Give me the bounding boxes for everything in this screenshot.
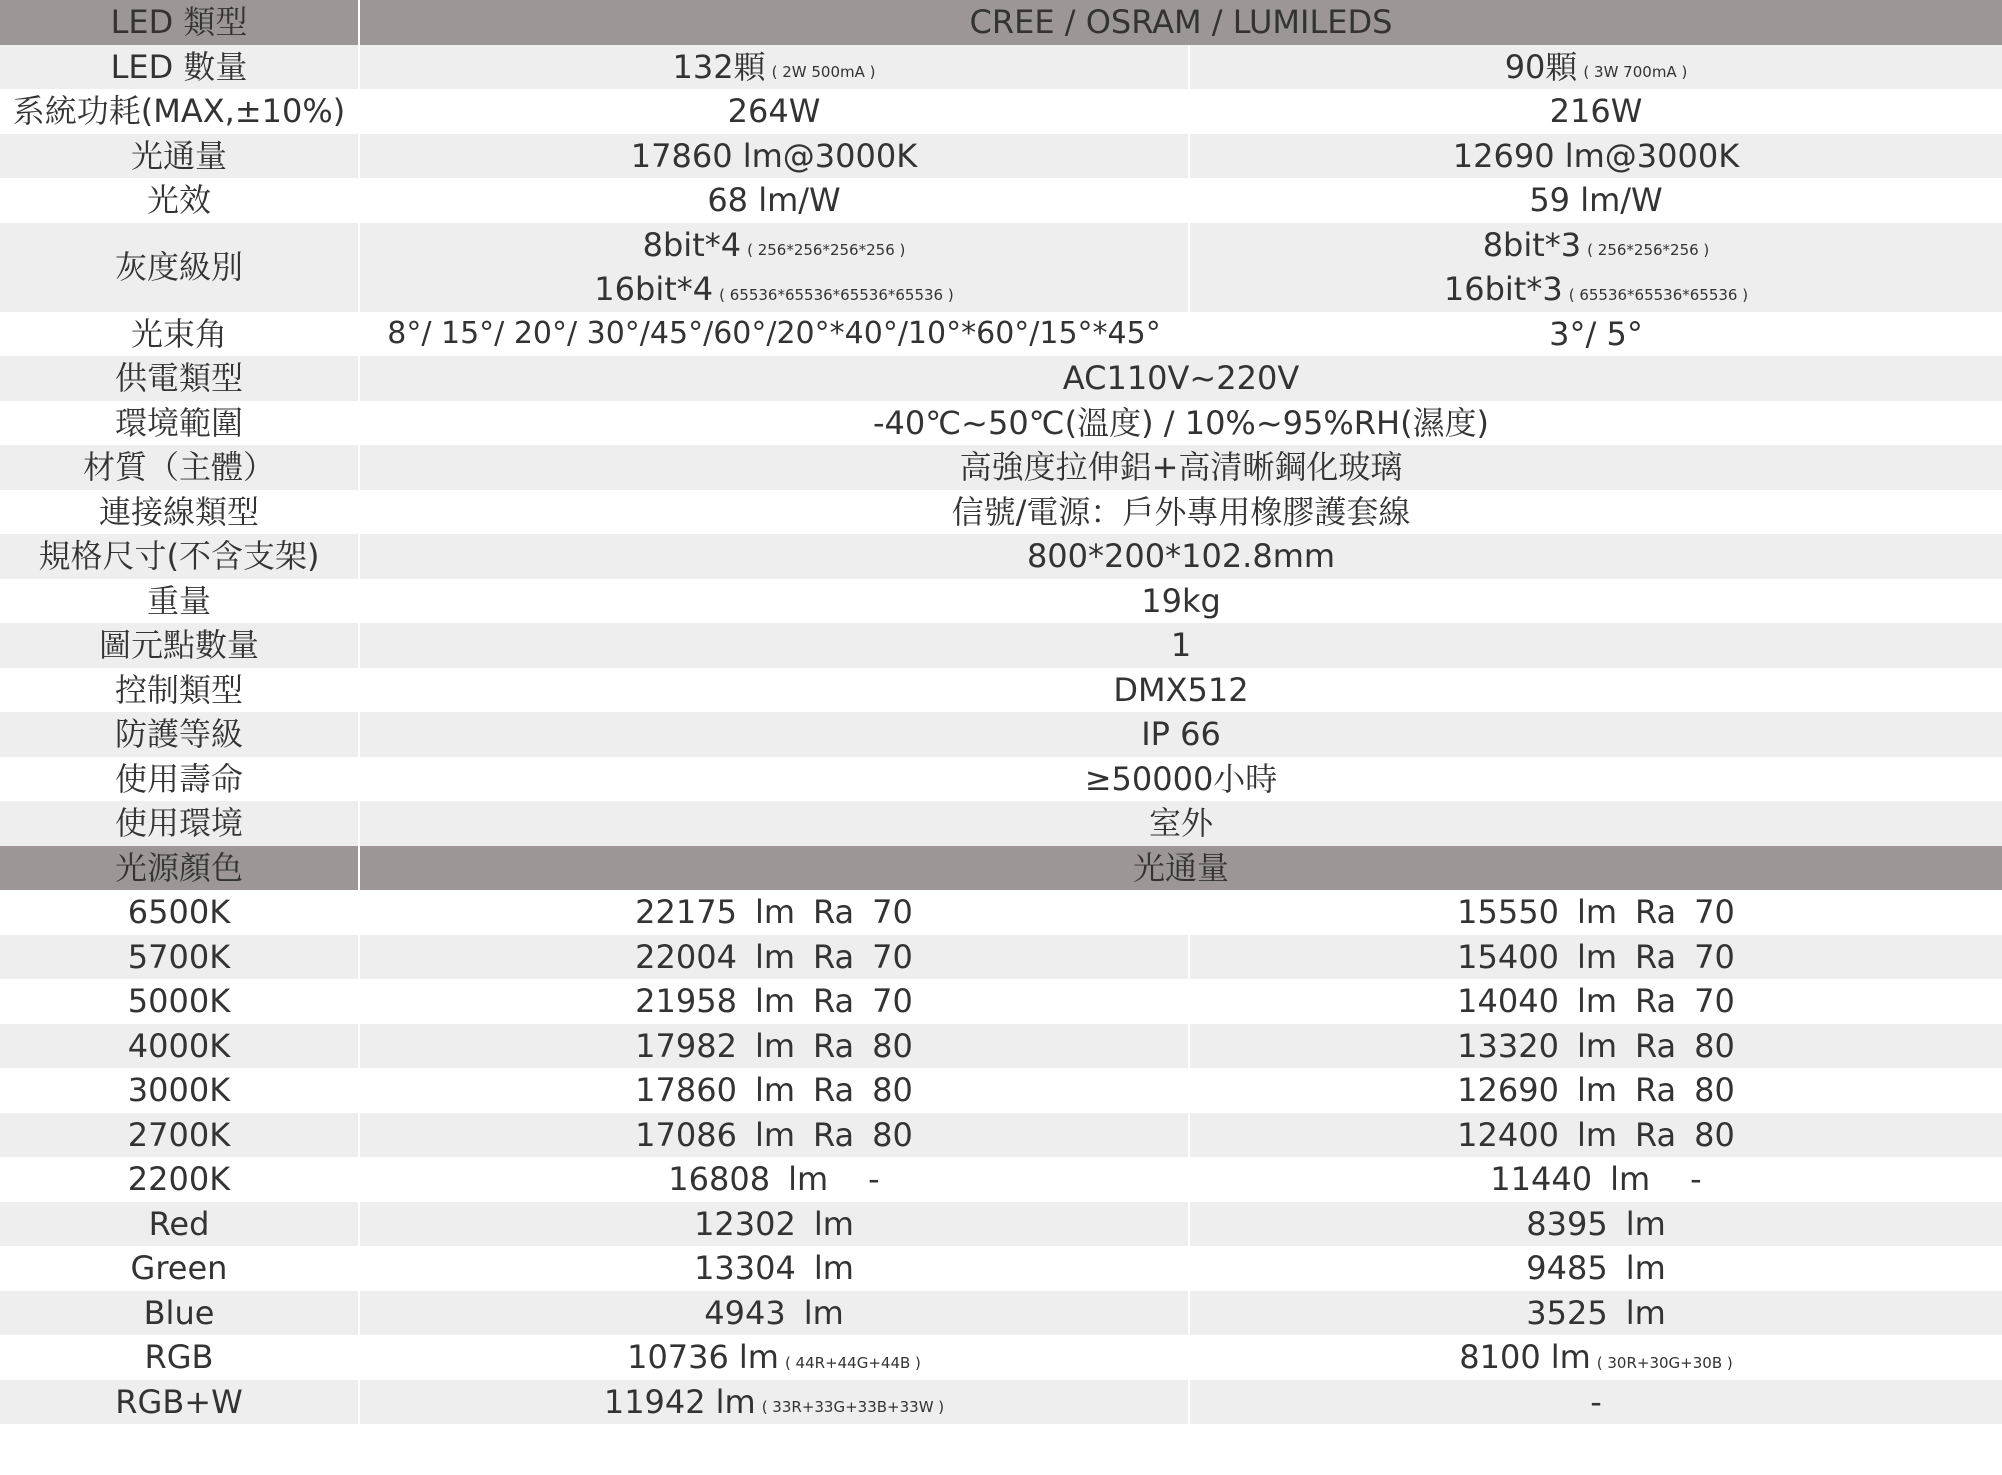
flux-unit: lm [813, 1249, 854, 1288]
flux-unit: lm [1610, 1160, 1651, 1199]
flux-number: 10736 [627, 1338, 729, 1377]
color-name: Red [0, 1202, 358, 1247]
flux-col1 [360, 1291, 1188, 1336]
flux-value [627, 1338, 921, 1377]
row-label: 光效 [0, 178, 358, 223]
flux-number: 12400 [1457, 1115, 1559, 1154]
flux-value [1457, 1071, 1735, 1110]
value-main: 132顆 [672, 47, 766, 86]
flux-number: 9485 [1526, 1249, 1608, 1288]
color-header-row [0, 846, 2002, 891]
flux-value [635, 893, 913, 932]
ra-value: 80 [872, 1115, 913, 1154]
flux-unit: lm [788, 1160, 829, 1199]
value-span: -40℃~50℃(溫度) / 10%~95%RH(濕度) [360, 401, 2002, 446]
ra-label: Ra [813, 982, 855, 1021]
color-row [0, 1246, 2002, 1291]
value-col2 [1190, 223, 2002, 312]
flux-col1 [360, 1246, 1188, 1291]
value-col2 [1190, 45, 2002, 90]
value-span: 信號/電源：戶外專用橡膠護套線 [360, 490, 2002, 535]
flux-number: 8395 [1526, 1204, 1608, 1243]
flux-unit: lm [1550, 1338, 1591, 1377]
flux-col2 [1190, 1157, 2002, 1202]
ra-value: 70 [872, 982, 913, 1021]
color-row [0, 1335, 2002, 1380]
flux-value [635, 982, 913, 1021]
flux-unit: lm [1576, 1026, 1617, 1065]
row-label: 控制類型 [0, 668, 358, 713]
row-label: 光束角 [0, 312, 358, 357]
flux-unit: lm [754, 937, 795, 976]
flux-unit: lm [1576, 982, 1617, 1021]
ra-label: Ra [1635, 893, 1677, 932]
flux-unit: lm [1625, 1293, 1666, 1332]
flux-value [1526, 1249, 1666, 1288]
flux-note: ( 44R+44G+44B ) [784, 1353, 921, 1372]
color-header-label: 光源顏色 [0, 846, 358, 891]
color-name: 5700K [0, 935, 358, 980]
ra-value: 80 [1694, 1026, 1735, 1065]
value-note: ( 256*256*256 ) [1587, 241, 1710, 260]
color-row [0, 1380, 2002, 1425]
flux-unit: lm [1576, 893, 1617, 932]
flux-value [1526, 1204, 1666, 1243]
value-col1: 17860 lm@3000K [360, 134, 1188, 179]
value-span: 室外 [360, 801, 2002, 846]
flux-unit: lm [738, 1338, 779, 1377]
ra-value: 70 [1694, 982, 1735, 1021]
flux-number: 22004 [635, 937, 737, 976]
row-label: 使用環境 [0, 801, 358, 846]
value-span: 19kg [360, 579, 2002, 624]
value-col1: 264W [360, 89, 1188, 134]
color-rows [0, 890, 2002, 1424]
row-label: 灰度級別 [0, 223, 358, 312]
color-name: 2700K [0, 1113, 358, 1158]
flux-unit: lm [754, 1115, 795, 1154]
row-label: 環境範圍 [0, 401, 358, 446]
flux-number: 8100 [1459, 1338, 1541, 1377]
table-row [0, 623, 2002, 668]
ra-value: 70 [872, 937, 913, 976]
row-label: 連接線類型 [0, 490, 358, 535]
value-note: ( 65536*65536*65536*65536 ) [719, 285, 954, 304]
table-row [0, 45, 2002, 90]
flux-col1 [360, 1024, 1188, 1069]
flux-number: 13304 [694, 1249, 796, 1288]
ra-label: Ra [1635, 1026, 1677, 1065]
row-label: 防護等級 [0, 712, 358, 757]
table-row [0, 134, 2002, 179]
ra-value: 80 [1694, 1071, 1735, 1110]
ra-label: Ra [1635, 1115, 1677, 1154]
value-main: 8bit*4 [642, 225, 742, 264]
color-row [0, 979, 2002, 1024]
flux-number: 4943 [704, 1293, 786, 1332]
value-line [1190, 223, 2002, 268]
flux-number: 12690 [1457, 1071, 1559, 1110]
table-row [0, 223, 2002, 312]
value-main: 16bit*4 [594, 270, 714, 309]
value-line [360, 223, 1188, 268]
flux-number: 11440 [1490, 1160, 1593, 1199]
ra-label: Ra [1635, 982, 1677, 1021]
flux-col1 [360, 1068, 1188, 1113]
ra-value: 80 [1694, 1115, 1735, 1154]
table-header-row [0, 0, 2002, 45]
flux-number: 16808 [668, 1160, 771, 1199]
flux-col2 [1190, 1113, 2002, 1158]
header-label: LED 類型 [0, 0, 358, 45]
value-span: ≥50000小時 [360, 757, 2002, 802]
value-span: IP 66 [360, 712, 2002, 757]
flux-number: 11942 [603, 1382, 706, 1421]
value-span: 1 [360, 623, 2002, 668]
flux-number: 17860 [635, 1071, 737, 1110]
color-name: 4000K [0, 1024, 358, 1069]
value-col2: 12690 lm@3000K [1190, 134, 2002, 179]
flux-col1 [360, 1157, 1188, 1202]
table-row [0, 401, 2002, 446]
flux-col2 [1190, 1246, 2002, 1291]
flux-number: 15550 [1457, 893, 1559, 932]
flux-col1 [360, 935, 1188, 980]
table-row [0, 445, 2002, 490]
flux-number: 3525 [1526, 1293, 1608, 1332]
flux-col1 [360, 979, 1188, 1024]
flux-value [1526, 1293, 1666, 1332]
flux-unit: lm [1576, 937, 1617, 976]
color-row [0, 935, 2002, 980]
value-col1 [360, 223, 1188, 312]
flux-value [694, 1204, 854, 1243]
flux-unit: lm [754, 1071, 795, 1110]
color-name: RGB [0, 1335, 358, 1380]
value-col2: 59 lm/W [1190, 178, 2002, 223]
flux-col2 [1190, 1068, 2002, 1113]
header-value: CREE / OSRAM / LUMILEDS [360, 0, 2002, 45]
row-label: LED 數量 [0, 45, 358, 90]
ra-label: Ra [813, 1026, 855, 1065]
value-note: ( 65536*65536*65536 ) [1568, 285, 1749, 304]
ra-label: Ra [813, 937, 855, 976]
color-row [0, 1291, 2002, 1336]
row-label: 使用壽命 [0, 757, 358, 802]
flux-number: 22175 [635, 893, 737, 932]
ra-value: 80 [872, 1026, 913, 1065]
value-note: ( 3W 700mA ) [1583, 63, 1688, 82]
flux-value [1457, 893, 1735, 932]
flux-unit: lm [1625, 1204, 1666, 1243]
color-row [0, 1113, 2002, 1158]
flux-number: 13320 [1457, 1026, 1559, 1065]
flux-value [635, 1071, 913, 1110]
color-name: 3000K [0, 1068, 358, 1113]
table-row [0, 178, 2002, 223]
flux-unit: lm [754, 893, 795, 932]
row-label: 重量 [0, 579, 358, 624]
color-name: 6500K [0, 890, 358, 935]
table-row [0, 312, 2002, 357]
flux-number: - [1590, 1382, 1602, 1421]
table-row [0, 712, 2002, 757]
flux-unit: lm [813, 1204, 854, 1243]
flux-value [1457, 937, 1735, 976]
flux-value [668, 1160, 880, 1199]
flux-value [1457, 1026, 1735, 1065]
ra-label: Ra [813, 1115, 855, 1154]
flux-note: ( 33R+33G+33B+33W ) [761, 1398, 945, 1417]
ra-value: 70 [872, 893, 913, 932]
color-row [0, 1202, 2002, 1247]
value-span: 高強度拉伸鋁+高清晰鋼化玻璃 [360, 445, 2002, 490]
flux-number: 17086 [635, 1115, 737, 1154]
flux-number: 17982 [635, 1026, 737, 1065]
row-label: 規格尺寸(不含支架) [0, 534, 358, 579]
color-name: RGB+W [0, 1380, 358, 1425]
flux-col2 [1190, 1380, 2002, 1425]
value-col1: 8°/ 15°/ 20°/ 30°/45°/60°/20°*40°/10°*60°/15°*45° [360, 312, 1188, 357]
flux-col2 [1190, 1202, 2002, 1247]
ra-value: 70 [1694, 893, 1735, 932]
flux-col2 [1190, 1291, 2002, 1336]
value-main: 8bit*3 [1482, 225, 1582, 264]
flux-value [694, 1249, 854, 1288]
color-row [0, 1157, 2002, 1202]
ra-label: Ra [1635, 937, 1677, 976]
flux-col2 [1190, 1335, 2002, 1380]
row-label: 光通量 [0, 134, 358, 179]
table-row [0, 801, 2002, 846]
table-row [0, 534, 2002, 579]
ra-value: 80 [872, 1071, 913, 1110]
flux-value [635, 937, 913, 976]
flux-col2 [1190, 935, 2002, 980]
value-line [1190, 267, 2002, 312]
value-span: AC110V~220V [360, 356, 2002, 401]
value-note: ( 2W 500mA ) [771, 63, 876, 82]
value-span: DMX512 [360, 668, 2002, 713]
color-name: 5000K [0, 979, 358, 1024]
table-row [0, 356, 2002, 401]
color-row [0, 1024, 2002, 1069]
flux-note: ( 30R+30G+30B ) [1596, 1353, 1733, 1372]
row-label: 系統功耗(MAX,±10%) [0, 89, 358, 134]
flux-col2 [1190, 979, 2002, 1024]
row-label: 供電類型 [0, 356, 358, 401]
ra-label: Ra [813, 1071, 855, 1110]
flux-value [1590, 1382, 1602, 1421]
color-row [0, 1068, 2002, 1113]
table-row [0, 490, 2002, 535]
color-row [0, 890, 2002, 935]
flux-unit: lm [754, 1026, 795, 1065]
ra-label: Ra [1635, 1071, 1677, 1110]
flux-col2 [1190, 890, 2002, 935]
flux-col1 [360, 1335, 1188, 1380]
flux-value [704, 1293, 844, 1332]
flux-unit: lm [754, 982, 795, 1021]
color-name: 2200K [0, 1157, 358, 1202]
value-main: 90顆 [1504, 47, 1578, 86]
flux-value [635, 1115, 913, 1154]
value-col1 [360, 45, 1188, 90]
flux-unit: lm [1576, 1115, 1617, 1154]
flux-col2 [1190, 1024, 2002, 1069]
color-header-value: 光通量 [360, 846, 2002, 891]
value-col2: 216W [1190, 89, 2002, 134]
table-row [0, 668, 2002, 713]
flux-value [635, 1026, 913, 1065]
table-row [0, 89, 2002, 134]
row-label: 材質（主體） [0, 445, 358, 490]
ra-label: Ra [813, 893, 855, 932]
flux-col1 [360, 890, 1188, 935]
flux-col1 [360, 1113, 1188, 1158]
flux-unit: lm [715, 1382, 756, 1421]
color-name: Blue [0, 1291, 358, 1336]
flux-col1 [360, 1202, 1188, 1247]
ra-value: - [1690, 1160, 1702, 1199]
flux-col1 [360, 1380, 1188, 1425]
table-row [0, 579, 2002, 624]
row-label: 圖元點數量 [0, 623, 358, 668]
ra-value: 70 [1694, 937, 1735, 976]
flux-value [1490, 1160, 1702, 1199]
flux-value [1457, 982, 1735, 1021]
value-col2: 3°/ 5° [1190, 312, 2002, 357]
flux-value [1457, 1115, 1735, 1154]
flux-unit: lm [803, 1293, 844, 1332]
flux-value [603, 1382, 945, 1421]
flux-value [1459, 1338, 1733, 1377]
flux-number: 14040 [1457, 982, 1559, 1021]
flux-number: 15400 [1457, 937, 1559, 976]
value-line [360, 267, 1188, 312]
table-row [0, 757, 2002, 802]
color-name: Green [0, 1246, 358, 1291]
flux-unit: lm [1625, 1249, 1666, 1288]
value-note: ( 256*256*256*256 ) [747, 241, 906, 260]
flux-number: 21958 [635, 982, 737, 1021]
value-col1: 68 lm/W [360, 178, 1188, 223]
value-main: 16bit*3 [1443, 270, 1563, 309]
flux-unit: lm [1576, 1071, 1617, 1110]
value-span: 800*200*102.8mm [360, 534, 2002, 579]
flux-number: 12302 [694, 1204, 796, 1243]
ra-value: - [868, 1160, 880, 1199]
